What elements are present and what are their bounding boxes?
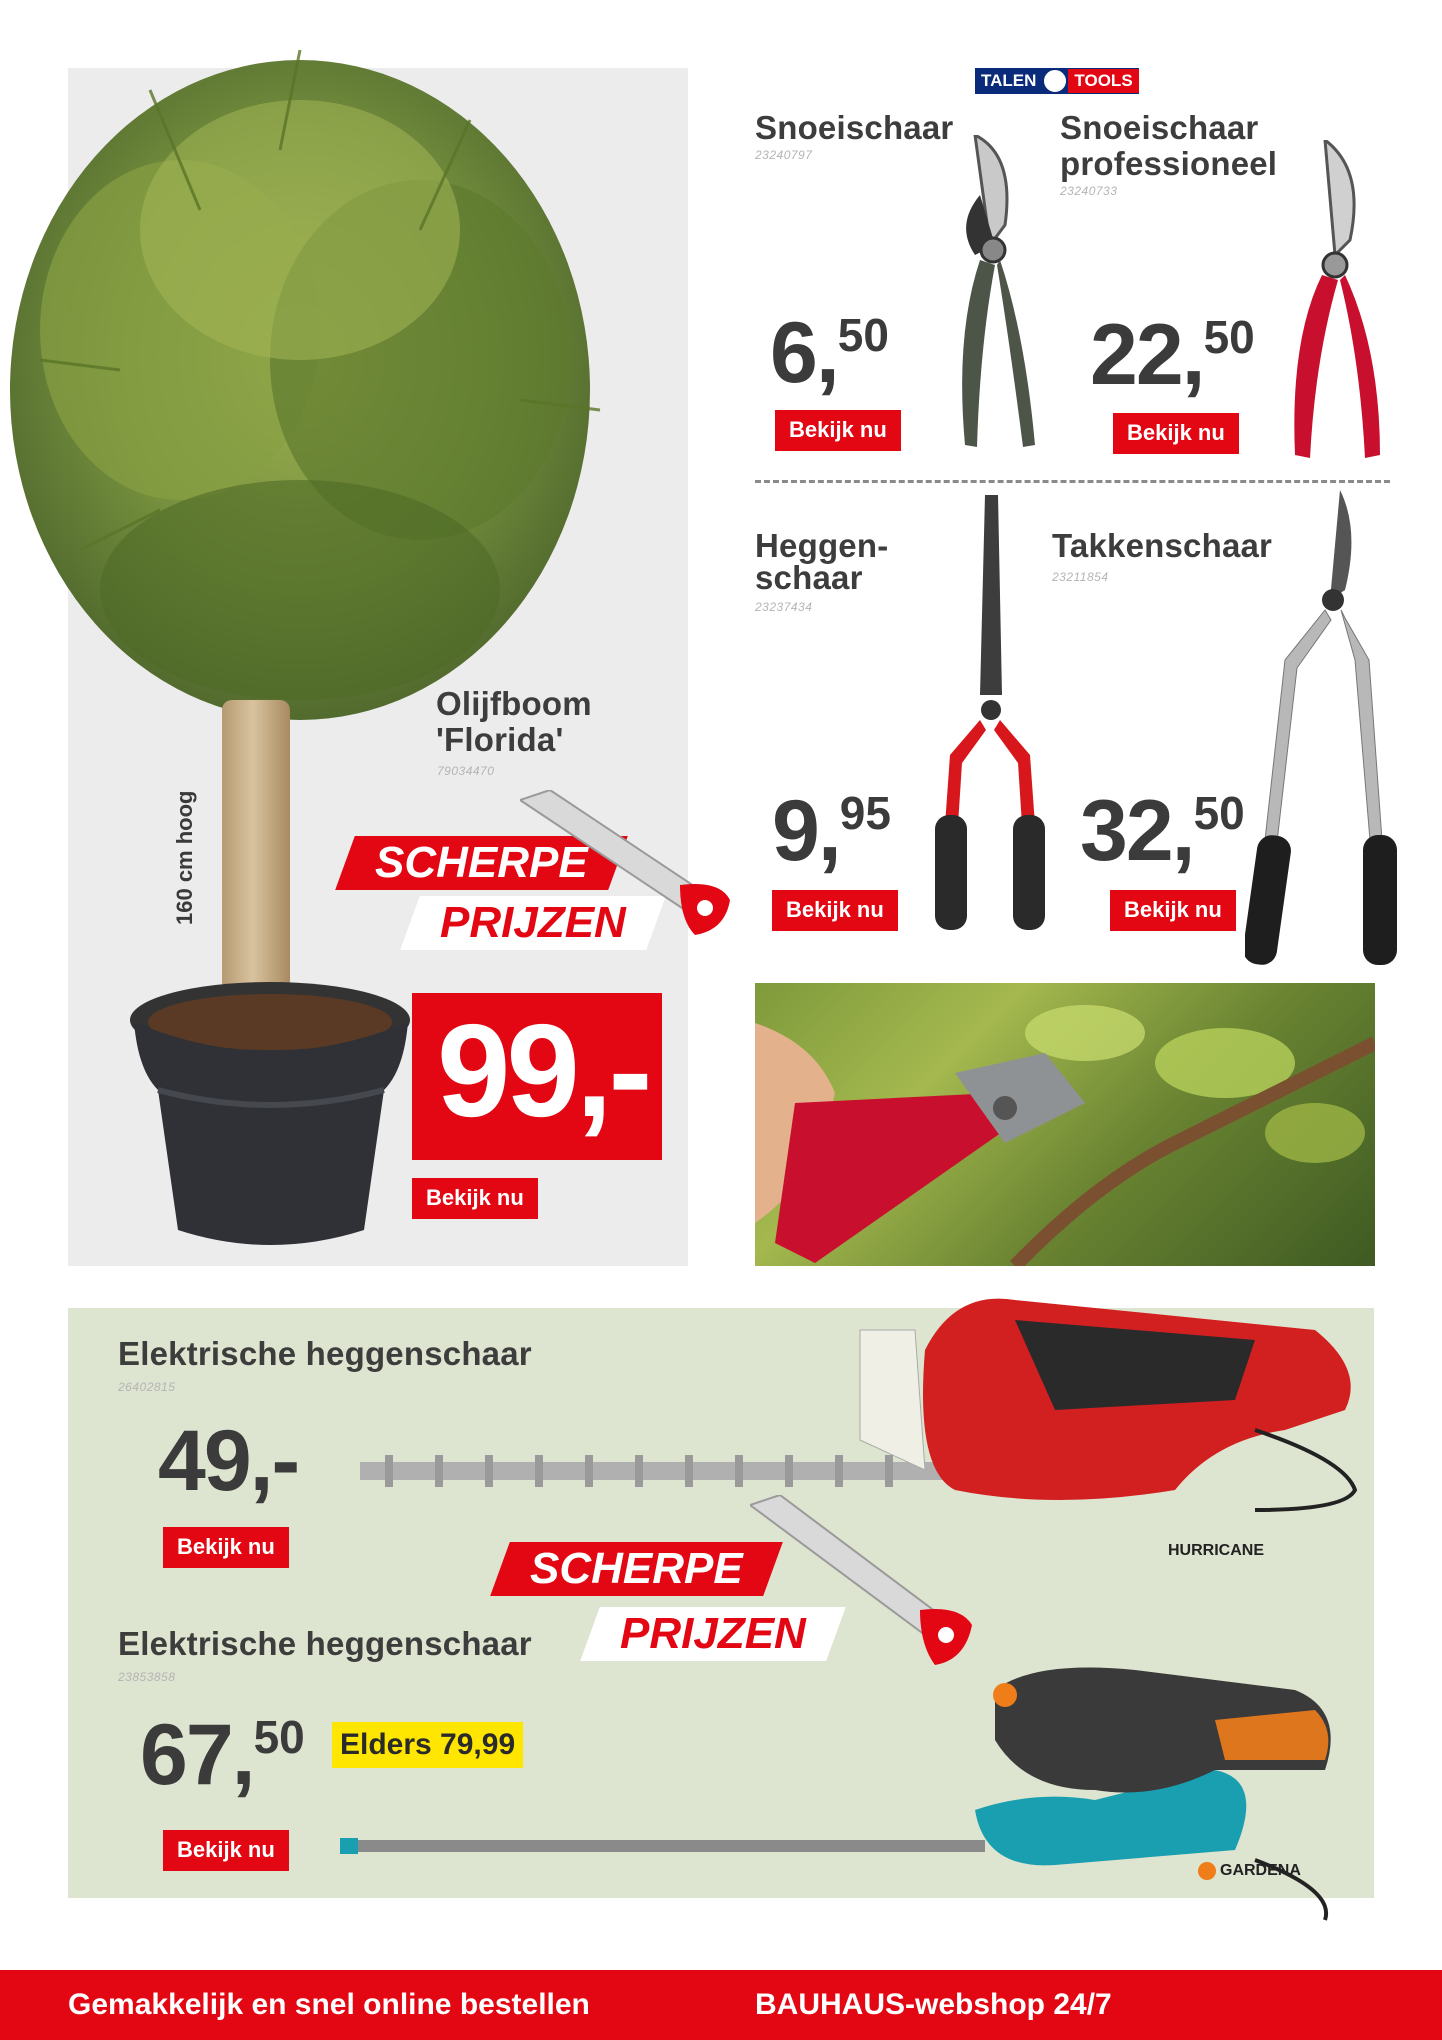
product-price: 22,50	[1090, 307, 1255, 403]
olive-title	[436, 686, 592, 758]
hedge-sku-1: 26402815	[118, 1380, 176, 1394]
olive-sku: 79034470	[437, 764, 495, 778]
hedge-price-2: 67,50	[140, 1707, 305, 1803]
footer-webshop-link[interactable]: BAUHAUS-webshop 24/7	[755, 1988, 1112, 2021]
product-sku: 23237434	[755, 600, 813, 614]
product-title-snoeischaar: Snoeischaar	[755, 109, 954, 146]
hurricane-brand-logo: HURRICANE	[1168, 1542, 1264, 1559]
professional-pruning-shears-image	[1280, 140, 1390, 465]
product-title-snoeischaar-professioneel: Snoeischaar professioneel	[1060, 109, 1278, 182]
pruning-action-photo	[755, 983, 1375, 1266]
hedge-title-1: Elektrische heggenschaar	[118, 1335, 532, 1372]
product-sku: 23240797	[755, 148, 813, 162]
footer-bar	[0, 1970, 1442, 2040]
pruning-photo-illustration	[755, 983, 1375, 1266]
scherpe-prijzen-badge-2	[500, 1542, 773, 1596]
plant-pot-image	[128, 980, 413, 1250]
badge-line-1: SCHERPE	[335, 836, 627, 890]
badge-line-2: PRIJZEN	[400, 896, 665, 950]
hedge-price-1: 49,-	[158, 1413, 299, 1509]
product-title-heggenschaar: Heggen- schaar	[755, 527, 889, 596]
footer-left-text[interactable]: Gemakkelijk en snel online bestellen	[68, 1988, 590, 2021]
product-sku: 23211854	[1052, 570, 1109, 584]
badge2-line-1: SCHERPE	[490, 1542, 782, 1596]
dashed-divider	[755, 480, 1390, 483]
lopper-image	[1245, 490, 1420, 970]
olive-title-line1: Olijfboom	[436, 685, 592, 722]
gardena-brand-logo: GARDENA	[1198, 1862, 1301, 1880]
olive-price: 99,-	[437, 997, 649, 1144]
talen-tools-emblem-icon	[1042, 68, 1068, 94]
gardena-hedge-trimmer-image	[335, 1650, 1365, 1930]
elders-price-badge: Elders 79,99	[332, 1722, 523, 1768]
gardena-logo-icon	[1198, 1862, 1216, 1880]
product-bekijk-button[interactable]: Bekijk nu	[1113, 413, 1239, 454]
product-title-takkenschaar: Takkenschaar	[1052, 527, 1273, 564]
pruning-shears-image	[935, 135, 1045, 455]
product-price: 6,50	[770, 305, 889, 401]
product-sku: 23240733	[1060, 184, 1118, 198]
talen-tools-logo: TALEN TOOLS	[975, 68, 1139, 94]
product-bekijk-button[interactable]: Bekijk nu	[775, 410, 901, 451]
product-bekijk-button[interactable]: Bekijk nu	[1110, 890, 1236, 931]
hedge-bekijk-button-2[interactable]: Bekijk nu	[163, 1830, 289, 1871]
olive-price-box	[412, 993, 662, 1160]
product-price: 32,50	[1080, 783, 1245, 879]
hurricane-hedge-trimmer-image	[355, 1290, 1365, 1520]
hedge-bekijk-button-1[interactable]: Bekijk nu	[163, 1527, 289, 1568]
saw-icon	[520, 790, 740, 950]
hedge-sku-2: 23853858	[118, 1670, 176, 1684]
height-label: 160 cm hoog	[172, 790, 197, 925]
olive-bekijk-button[interactable]: Bekijk nu	[412, 1178, 538, 1219]
hedge-title-2: Elektrische heggenschaar	[118, 1625, 532, 1662]
olive-title-line2: 'Florida'	[436, 721, 564, 758]
product-price: 9,95	[772, 783, 891, 879]
hedge-shears-image	[920, 495, 1060, 935]
badge2-line-2: PRIJZEN	[580, 1607, 845, 1661]
olive-tree-canopy-image	[0, 30, 640, 750]
product-bekijk-button[interactable]: Bekijk nu	[772, 890, 898, 931]
saw-icon-2	[750, 1495, 980, 1675]
